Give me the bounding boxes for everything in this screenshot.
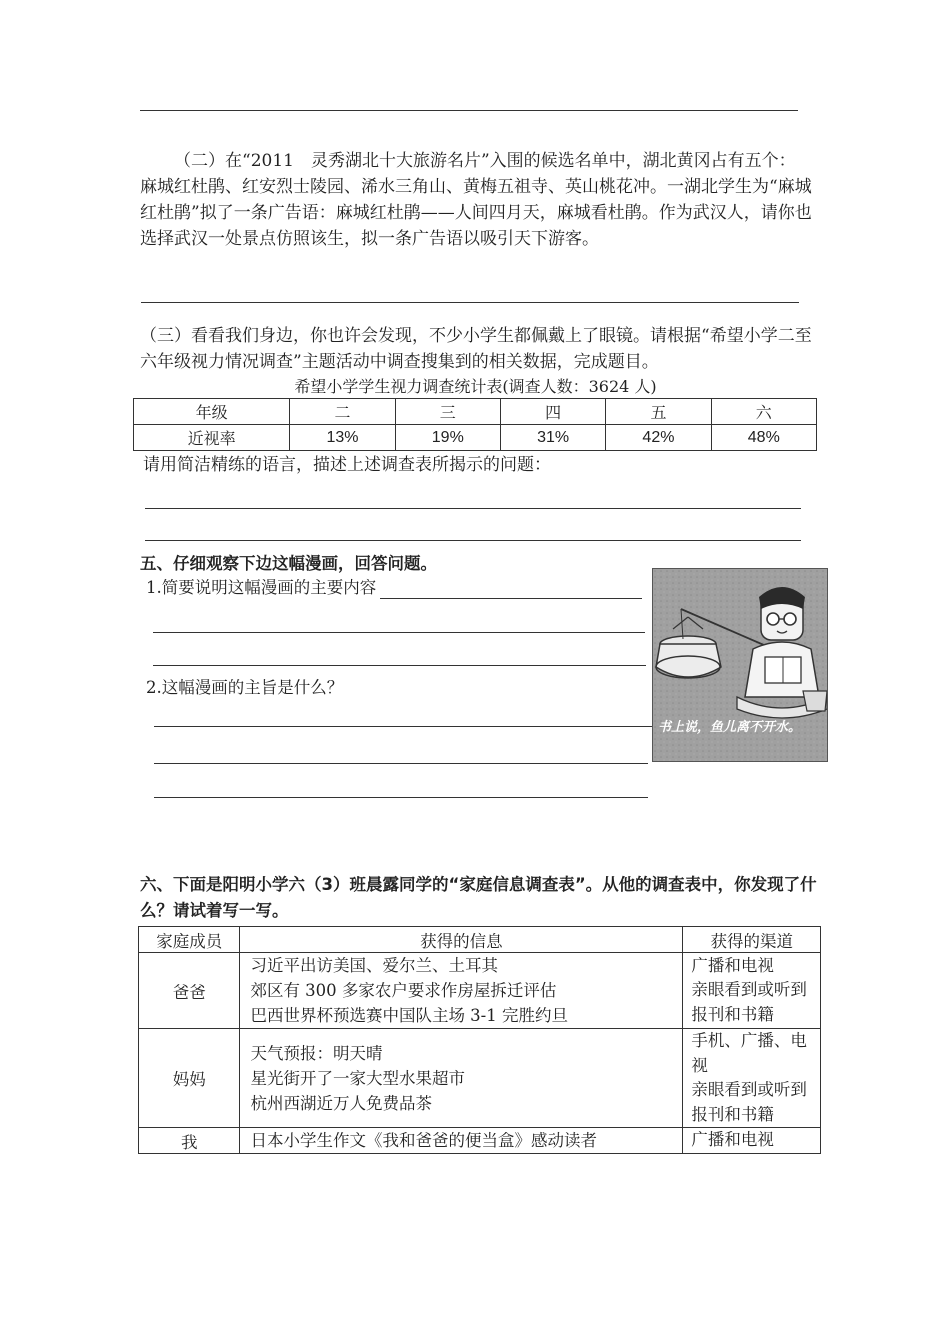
info-line: 日本小学生作文《我和爸爸的便当盒》感动读者 — [250, 1131, 597, 1150]
answer-line-q2-b[interactable] — [154, 763, 648, 764]
header-member: 家庭成员 — [139, 927, 240, 953]
info-line: 星光街开了一家大型水果超市 — [250, 1068, 465, 1088]
member-cell: 我 — [139, 1128, 240, 1154]
rate-cell: 42% — [606, 425, 711, 451]
info-line: 杭州西湖近万人免费品茶 — [250, 1093, 432, 1113]
header-info: 获得的信息 — [240, 927, 683, 953]
info-line: 天气预报：明天晴 — [250, 1043, 383, 1063]
vision-survey-table — [133, 398, 817, 451]
rate-cell: 48% — [711, 425, 816, 451]
cartoon-illustration — [652, 568, 828, 762]
grade-cell: 六 — [711, 399, 816, 425]
answer-line-section3-1[interactable] — [145, 508, 801, 509]
info-cell — [240, 1128, 683, 1154]
section5-question-2: 2.这幅漫画的主旨是什么？ — [146, 678, 344, 697]
grade-cell: 四 — [500, 399, 605, 425]
answer-line-q1-b[interactable] — [153, 632, 645, 633]
header-channel: 获得的渠道 — [683, 927, 821, 953]
answer-line-q2-c[interactable] — [154, 797, 648, 798]
answer-line-q1-a[interactable] — [380, 598, 642, 599]
table-row-grade — [134, 399, 817, 425]
channel-line: 亲眼看到或听到 — [691, 980, 807, 1000]
grade-cell: 二 — [290, 399, 395, 425]
rate-cell: 19% — [395, 425, 500, 451]
answer-line-q2-a[interactable] — [154, 726, 652, 727]
section5-question-1: 1.简要说明这幅漫画的主要内容 — [146, 578, 377, 597]
table-row-mom — [139, 1029, 821, 1128]
family-info-table — [138, 926, 821, 1154]
section5-heading: 五、仔细观察下边这幅漫画，回答问题。 — [140, 554, 437, 573]
info-line: 巴西世界杯预选赛中国队主场 3-1 完胜约旦 — [250, 1006, 568, 1025]
section3-paragraph: （三）看看我们身边，你也许会发现，不少小学生都佩戴上了眼镜。请根据“希望小学二至六年级视力情况调查”主题活动中调查搜集到的相关数据，完成题目。 — [140, 326, 812, 372]
answer-line-q1-c[interactable] — [153, 665, 646, 666]
rate-cell: 31% — [500, 425, 605, 451]
grade-cell: 三 — [395, 399, 500, 425]
info-line: 郊区有 300 多家农户要求作房屋拆迁评估 — [250, 981, 557, 1000]
channel-line: 广播和电视 — [691, 1130, 774, 1150]
channel-line: 报刊和书籍 — [691, 1004, 774, 1024]
channel-line: 亲眼看到或听到 — [691, 1080, 807, 1099]
answer-line-section3-2[interactable] — [145, 540, 801, 541]
channel-cell — [683, 953, 821, 1029]
answer-line-top[interactable] — [140, 110, 798, 111]
vision-table-title: 希望小学学生视力调查统计表(调查人数：3624 人) — [294, 377, 657, 396]
info-cell — [240, 1029, 683, 1128]
table-row-rate — [134, 425, 817, 451]
answer-line-section2[interactable] — [141, 302, 799, 303]
channel-line: 广播和电视 — [691, 955, 774, 975]
table-row-me — [139, 1128, 821, 1154]
info-cell — [240, 953, 683, 1029]
channel-line: 报刊和书籍 — [691, 1104, 774, 1124]
section3-prompt: 请用简洁精练的语言，描述上述调查表所揭示的问题： — [143, 455, 551, 475]
rate-cell: 13% — [290, 425, 395, 451]
info-line: 习近平出访美国、爱尔兰、土耳其 — [250, 956, 498, 975]
channel-cell — [683, 1029, 821, 1128]
grade-cell: 五 — [606, 399, 711, 425]
channel-line: 手机、广播、电视 — [691, 1031, 807, 1075]
grade-header-cell: 年级 — [134, 399, 290, 425]
section2-paragraph: （二）在“2011 灵秀湖北十大旅游名片”入围的候选名单中，湖北黄冈占有五个：麻城红杜鹃、红安烈士陵园、浠水三角山、黄梅五祖寺、英山桃花冲。一湖北学生为“麻城红杜鹃”拟了一条广告语：麻城红杜鹃——人间四月天，麻城看杜鹃。作为武汉人，请你也选择武汉一处景点仿照该生，拟一条广告语以吸引天下游客。 — [140, 151, 812, 249]
member-cell: 妈妈 — [139, 1029, 240, 1128]
channel-cell — [683, 1128, 821, 1154]
table-row-dad — [139, 953, 821, 1029]
cartoon-caption: 书上说，鱼儿离不开水。 — [658, 720, 802, 735]
rate-header-cell: 近视率 — [134, 425, 290, 451]
table-header-row — [139, 927, 821, 953]
section6-heading: 六、下面是阳明小学六（3）班晨露同学的“家庭信息调查表”。从他的调查表中，你发现了什么？请试着写一写。 — [140, 875, 817, 920]
member-cell: 爸爸 — [139, 953, 240, 1029]
